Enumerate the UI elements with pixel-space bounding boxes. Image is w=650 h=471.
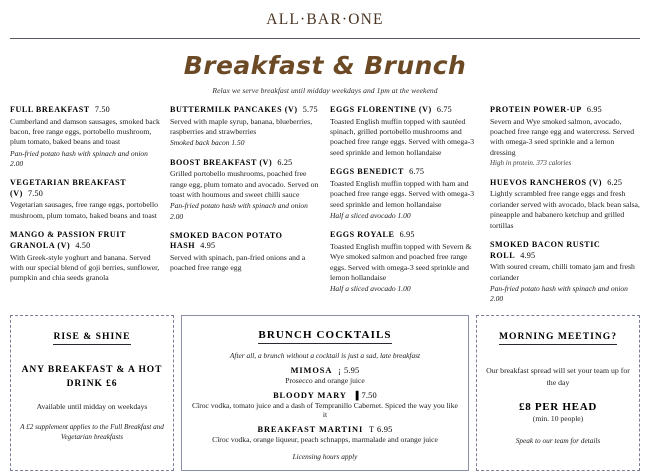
menu-item (490, 240, 640, 304)
menu-item-price: 6.95 (586, 105, 602, 114)
licensing-note: Licensing hours apply (292, 452, 358, 462)
menu-item-price: 7.50 (28, 188, 44, 198)
menu-item-description: Toasted English muffin topped with ham and poached free range eggs. Served with omega-3 seed sprinkle and lemon hollandaise (330, 178, 475, 209)
menu-item (170, 158, 320, 222)
morning-meeting-body: Our breakfast spread will set your team up for the day (486, 366, 630, 387)
brunch-cocktails-title: BRUNCH COCKTAILS (258, 329, 391, 344)
menu-item-name: EGGS ROYALE 6.95 (330, 230, 415, 240)
menu-item-price: 5.75 (302, 105, 318, 114)
menu-item-addon: Pan-fried potato hash with spinach and onion 2.00 (170, 201, 308, 221)
menu-item (330, 230, 480, 294)
menu-item-description: Cumberland and damson sausages, smoked back bacon, free range eggs, portobello mushroom, plum tomato, baked beans and toast (10, 116, 160, 147)
menu-item (10, 105, 160, 169)
menu-item (490, 178, 640, 231)
highball-glass-icon: ▐ (352, 391, 359, 401)
menu-item (10, 230, 160, 284)
cocktail-item (190, 425, 460, 444)
menu-columns (10, 105, 640, 304)
menu-item-addon: Pan-fried potato hash with spinach and onion 2.00 (10, 148, 148, 168)
cocktail-price: 6.95 (377, 425, 393, 435)
menu-item-description: With Greek-style yoghurt and banana. Served with our special blend of goji berries, sunflower, pumpkin and chia seeds granola (10, 252, 160, 283)
menu-column-1 (10, 105, 170, 304)
rise-and-shine-offer: ANY BREAKFAST & A HOT DRINK £6 (21, 365, 163, 390)
menu-item-addon: Pan-fried potato hash with spinach and onion 2.00 (490, 284, 628, 304)
menu-item-price: 6.75 (436, 105, 452, 114)
cocktail-name-row: BREAKFAST MARTINI T 6.95 (257, 425, 393, 435)
menu-item-price: 7.50 (94, 105, 110, 114)
brand-logo: ALL·BAR·ONE (266, 11, 384, 28)
promo-boxes (10, 315, 640, 471)
menu-item (170, 231, 320, 274)
menu-item-name: PROTEIN POWER-UP 6.95 (490, 105, 602, 114)
menu-item-description: Served with spinach, pan-fried onions and a poached free range egg (170, 253, 306, 273)
menu-item-name: EGGS FLORENTINE (V) 6.75 (330, 105, 452, 114)
menu-item-addon: Smoked back bacon 1.50 (170, 138, 245, 148)
page-title: Breakfast & Brunch (183, 51, 467, 80)
menu-item-addon: Half a sliced avocado 1.00 (330, 211, 411, 221)
cocktail-item (190, 366, 460, 385)
menu-item-description: Toasted English muffin topped with sautéed spinach, grilled portobello mushrooms and poached free range eggs. Served with omega-3 seed sprinkle and lemon hollandaise (330, 116, 475, 157)
champagne-flute-icon: ¡ (338, 366, 341, 376)
menu-column-4 (490, 105, 640, 304)
menu-item (330, 167, 480, 221)
menu-item-description: Vegetarian sausages, free range eggs, portobello mushroom, plum tomato, baked beans and toast (10, 200, 158, 220)
rise-and-shine-availability: Available until midday on weekdays (36, 401, 148, 411)
menu-item-name: VEGETARIAN BREAKFAST (V) 7.50 (10, 178, 127, 198)
cocktail-description: Cîroc vodka, tomato juice and a dash of Tempranillo Cabernet. Spiced the way you like it (192, 401, 458, 420)
martini-glass-icon: T (369, 425, 375, 435)
menu-item-name: BOOST BREAKFAST (V) 6.25 (170, 157, 293, 167)
cocktail-price: 7.50 (361, 391, 377, 401)
menu-item-description: Grilled portobello mushrooms, poached free range egg, plum tomato and avocado. Served on toast with houmous and sweet chilli sauce (170, 169, 319, 200)
menu-item-name: HUEVOS RANCHEROS (V) 6.25 (490, 177, 623, 187)
menu-item-price: 6.25 (277, 157, 293, 167)
morning-meeting-box (476, 315, 640, 471)
menu-item-price: 6.25 (607, 177, 623, 187)
menu-item-note: High in protein. 373 calories (490, 159, 572, 168)
brunch-cocktails-subtitle: After all, a brunch without a cocktail is just a sad, late breakfast (229, 351, 421, 361)
cocktail-item (190, 391, 460, 419)
menu-item (490, 105, 640, 169)
menu-item-name: FULL BREAKFAST 7.50 (10, 105, 110, 114)
morning-meeting-minimum: (min. 10 people) (532, 413, 584, 423)
page-tagline: Relax we serve breakfast until midday weekdays and 1pm at the weekend (212, 86, 438, 95)
morning-meeting-footnote: Speak to our team for details (515, 435, 601, 445)
menu-item-name: SMOKED BACON POTATO HASH 4.95 (170, 230, 283, 251)
menu-item-description: Severn and Wye smoked salmon, avocado, poached free range egg and watercress. Served with omega-3 seed sprinkle and a lemon dressing (490, 116, 635, 157)
menu-item-name: MANGO & PASSION FRUIT GRANOLA (V) 4.50 (10, 230, 126, 250)
menu-item (170, 105, 320, 149)
header-divider (10, 38, 640, 39)
menu-item-name: SMOKED BACON RUSTIC ROLL 4.95 (490, 239, 601, 260)
menu-item-addon: Half a sliced avocado 1.00 (330, 284, 411, 294)
menu-item-description: Toasted English muffin topped with Severn & Wye smoked salmon and poached free range eggs. Served with omega-3 seed sprinkle and lemon hollandaise (330, 241, 472, 283)
menu-item-description: Served with maple syrup, banana, blueberries, raspberries and strawberries (170, 116, 313, 137)
menu-item-price: 4.50 (75, 240, 91, 250)
menu-column-2 (170, 105, 330, 304)
menu-item (330, 105, 480, 158)
rise-and-shine-footnote: A £2 supplement applies to the Full Breakfast and Vegetarian breakfasts (20, 422, 164, 441)
morning-meeting-title: MORNING MEETING? (499, 331, 617, 345)
rise-and-shine-box (10, 315, 174, 471)
menu-item-description: With soured cream, chilli tomato jam and fresh coriander (490, 262, 635, 282)
menu-item-price: 6.75 (409, 167, 425, 177)
cocktail-description: Cîroc vodka, orange liqueur, peach schnapps, marmalade and orange juice (212, 435, 438, 445)
cocktail-description: Prosecco and orange juice (285, 376, 365, 386)
menu-item (10, 178, 160, 221)
menu-item-name: BUTTERMILK PANCAKES (V) 5.75 (170, 105, 318, 114)
menu-item-price: 4.95 (520, 250, 536, 260)
morning-meeting-price: £8 PER HEAD (519, 400, 597, 413)
menu-item-name: EGGS BENEDICT 6.75 (330, 167, 425, 177)
rise-and-shine-title: RISE & SHINE (53, 331, 130, 345)
cocktail-name-row: BLOODY MARY ▐ 7.50 (273, 391, 377, 401)
cocktail-price: 5.95 (343, 366, 360, 376)
cocktail-name-row: MIMOSA ¡ 5.95 (290, 366, 360, 376)
menu-item-price: 6.95 (399, 230, 415, 240)
menu-column-3 (330, 105, 490, 304)
menu-item-price: 4.95 (200, 241, 216, 251)
brunch-cocktails-box (181, 315, 469, 471)
menu-item-description: Lightly scrambled free range eggs and fresh coriander served with avocado, black bean salsa, pineapple and habanero ketchup and grilled tortillas (490, 189, 640, 230)
